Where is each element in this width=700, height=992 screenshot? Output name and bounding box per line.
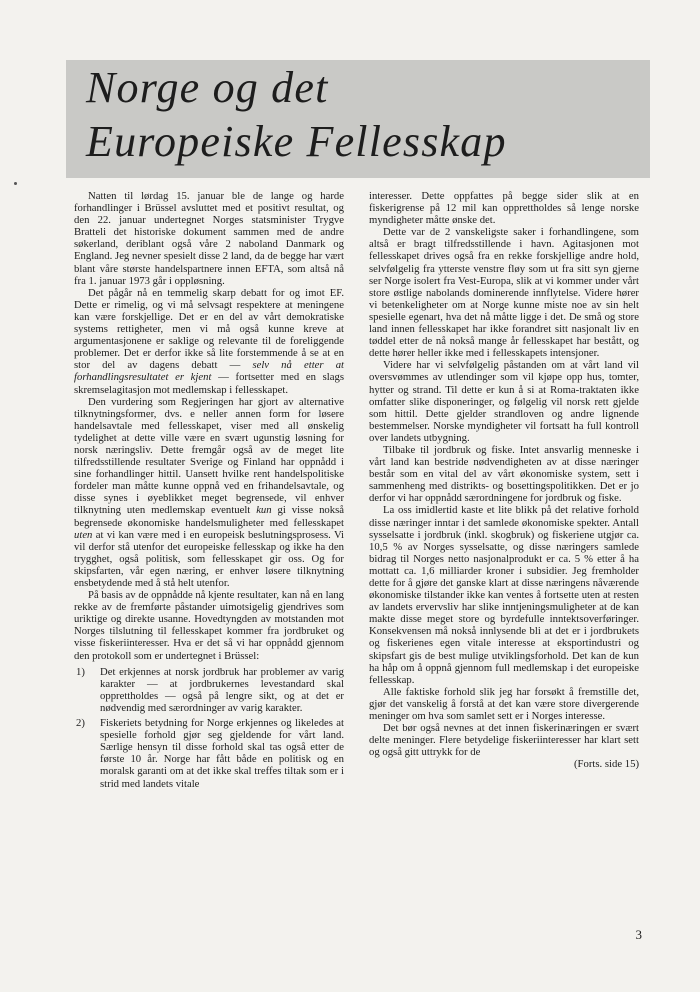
title-line-2: Europeiske Fellesskap [86,117,507,166]
paragraph: Tilbake til jordbruk og fiske. Intet ansvarlig menneske i vårt land kan bestride nødvendigheten av at disse næringer består som en vital del av vårt økonomiske system, sett i sammenheng med distrikts- og bosettingspolitikken. Det er jo derfor vi har oppnådd særordningene for jordbruk og fiske. [369,443,639,505]
paragraph [74,396,344,590]
paragraph: Natten til lørdag 15. januar ble de lange og harde forhandlinger i Brüssel avsluttet med et positivt resultat, og den 22. januar undertegnet Norges statsminister Trygve Bratteli det historiske dokument sammen med de andre søkerland, deriblant også våre 2 naboland Danmark og England. Jeg nevner spesielt disse 2 land, da de begge har vært blant våre største handelspartnere innen EFTA, som altså nå fra 1. januar 1973 går i oppløsning. [74,190,344,287]
paragraph: På basis av de oppnådde nå kjente resultater, kan nå en lang rekke av de fremførte påstander uimotsigelig gjendrives som uriktige og direkte usanne. Hovedtyngden av motstanden mot Norges tilslutning til fellesskapet kommer fra jordbruket og visse fiskeriinteresser. Hva er det så vi har oppnådd gjennom den protokoll som er undertegnet i Brüssel: [74,589,344,662]
italic-word: uten [74,528,93,541]
italic-phrase: selv nå etter at forhandlingsresultatet er kjent [74,359,345,384]
text-run: at vi kan være med i en europeisk beslutningsprosess. Vi vil derfor stå utenfor det europeiske fellesskap og ikke ha den trygghet, også politisk, som fellesskapet gir oss. Og for skipsfarten, vår egen næring, er enhver løsere tilknytning ensbetydende med å stå helt utenfor. [74,528,345,589]
list-number: 2) [76,717,85,730]
list-item [74,666,344,714]
paragraph [74,287,344,396]
paragraph: Alle faktiske forhold slik jeg har forsøkt å fremstille det, gjør det vanskelig å forstå at det kan være store divergerende meninger om hva som samlet sett er i Norges interesse. [369,685,639,723]
text-run: gi visse nokså begrensede økonomiske handelsmuligheter med fellesskapet [74,504,345,529]
title-banner [66,60,650,178]
paragraph: La oss imidlertid kaste et lite blikk på det relative forhold disse næringer inntar i det samlede økonomiske spekter. Antall sysselsatte i jordbruk (inkl. skogbruk) og fiskeriene utgjør ca. 10,5 % av Norges sysselsatte, og disse næringers samlede bidrag til Norges netto nasjonalprodukt er ca. 5 % etter å ha mottatt ca. 1,6 milliarder kroner i subsidier. Jeg fremholder dette for å gjøre det ganske klart at disse næringens nåværende økonomiske tilstander ikke kan ventes å fortsette uten at resten av landets ervervsliv har slike inntjeningsmuligheter at de kan makte disse meget store og byrdefulle inntektsoverføringer. Konsekvensen må nokså innlysende bli at det er i jordbrukets og fiskerienes egen vitale interesse at eksportindustri og skipsfart gis de best mulige utviklingsforhold. Det kan de kun ha håp om å oppnå gjennom full medlemskap i det europeiske fellesskap. [369,504,639,686]
paragraph: Det bør også nevnes at det innen fiskerinæringen er svært delte meninger. Flere betydelige fiskeriinteresser har klart sett og også gitt uttrykk for de [369,722,639,759]
list-number: 1) [76,665,85,678]
numbered-list [74,666,344,790]
list-text: Det erkjennes at norsk jordbruk har problemer av varig karakter — at jordbrukernes levestandard skal opprettholdes — også på lengre sikt, og at det er nødvendig med særordninger av varig karakter. [100,665,344,714]
margin-speck [14,182,17,185]
continued-note: (Forts. side 15) [573,758,639,771]
left-column [74,190,344,793]
title-line-1: Norge og det [86,63,329,112]
text-run: Det pågår nå en temmelig skarp debatt for og imot EF. Dette er rimelig, og vi må selvsagt respektere at meningene kan være forskjellige. Det er en del av vårt demokratiske systems rettigheter, men vi må også kunne kreve at argumentasjonene er saklige og relevante til de foreliggende problemer. Det er derfor ikke så lite forstemmende å se at en stor del av dagens debatt — [74,286,344,372]
right-column [369,190,639,771]
list-text: Fiskeriets betydning for Norge erkjennes og likeledes at spesielle forhold gjør seg gjeldende for vårt land. Særlige hensyn til disse forhold skal tas også etter de første 10 år. Norge har fått både en politisk og en moralsk garanti om at det ikke skal treffes tiltak som er i strid med landets vitale [100,717,344,790]
text-run: Den vurdering som Regjeringen har gjort av alternative tilknytningsformer, dvs. e neller annen form for løsere handelsavtale med fellesskapet, viser med all ønskelig tydelighet at dette ville være en svært ugunstig løsning for norsk næringsliv. Dette fremgår også av de meget lite tilfredsstillende resultater Sverige og Finland har oppnådd i sine forhandlinger hittil. Uansett hvilke rent handelspolitiske fordeler man måtte kunne oppnå ved en frihandelsavtale, og disse synes i øyeblikket meget begrensede, vil enhver tilknytning uten medlemskap eventuelt [74,395,344,517]
list-item [74,717,344,790]
italic-word: kun [256,504,272,517]
text-run: — fortsetter med en slags skremselagitasjon mot medlemskap i fellesskapet. [74,371,344,396]
paragraph-continued: interesser. Dette oppfattes på begge sider slik at en fiskerigrense på 12 mil kan opprettholdes så lenge norske myndigheter måtte ønske det. [369,190,639,227]
paragraph: Videre har vi selvfølgelig påstanden om at vårt land vil oversvømmes av utlendinger som vil kjøpe opp hus, tomter, hytter og strand. Til dette er kun å si at Roma-traktaten ikke omfatter slike disponeringer, og følgelig vil norsk rett gjelde som hittil. Dette gjelder strandloven og andre lignende bestemmelser. Norske myndigheter vil fortsatt ha full kontroll over landets utbygning. [369,359,639,444]
paragraph: Dette var de 2 vanskeligste saker i forhandlingene, som altså er bragt tilfredsstillende i havn. Agitasjonen mot fellesskapet drives også fra en rekke forskjellige andre hold, selvfølgelig fra ytterste venstre fløy som ut fra sitt syn gjerne ser Norge isolert fra Vest-Europa, slik at vi kommer under vårt store østlige nabolands dominerende innflytelse. Videre hører vi betenkeligheter om at Norge kunne miste noe av sin helt spesielle egenart, hva det nå måtte ligge i det. De små og store land innen fellesskapet har ikke forandret sitt nasjonalt liv en tøddel etter de nå nokså mange år fellesskapet har bestått, og dette hører heller ikke med i fellesskapets intensjoner. [369,226,639,360]
page-number: 3 [635,927,642,942]
